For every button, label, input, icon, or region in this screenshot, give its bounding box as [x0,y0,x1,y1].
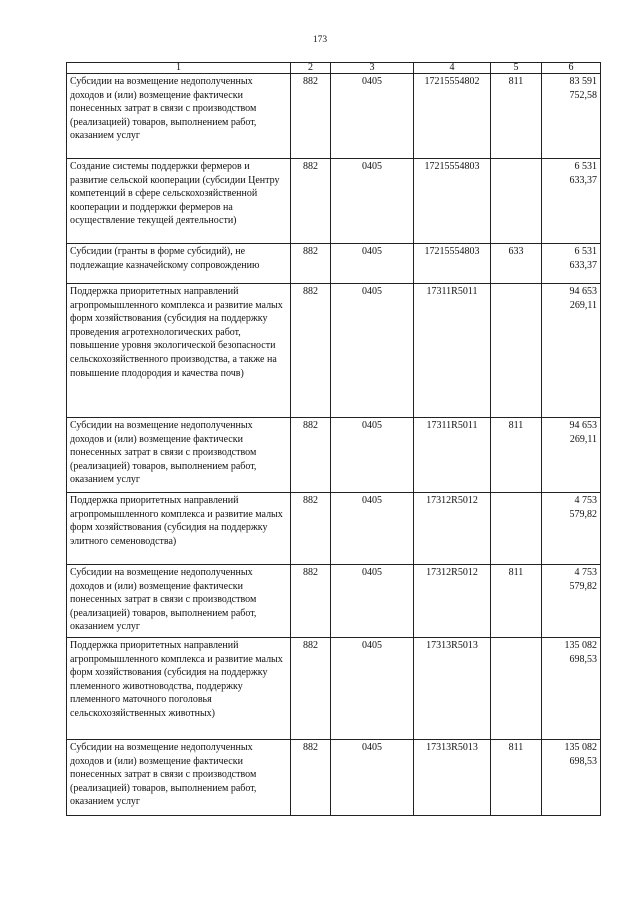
row-col-3: 0405 [331,418,414,493]
row-col-3: 0405 [331,244,414,284]
header-col-2: 2 [291,63,331,74]
row-col-4: 17311R5011 [414,418,491,493]
row-col-4: 17312R5012 [414,493,491,565]
row-col-2: 882 [291,638,331,740]
table-row [67,159,601,244]
page-number: 173 [312,35,328,45]
row-col-2: 882 [291,740,331,816]
row-col-4: 17215554803 [414,244,491,284]
row-col-3: 0405 [331,159,414,244]
row-col-6: 6 531 633,37 [542,244,601,284]
row-name: Поддержка приоритетных направлений агропромышленного комплекса и развитие малых форм хозяйствования (субсидия на поддержку племенного животноводства, поддержку племенного маточного поголовья сельскохозяйственных животных) [67,638,291,740]
row-col-4: 17312R5012 [414,565,491,638]
row-name: Создание системы поддержки фермеров и развитие сельской кооперации (субсидии Центру компетенций в сфере сельскохозяйственной кооперации и поддержки фермеров на осуществление текущей деятельности) [67,159,291,244]
row-col-6: 83 591 752,58 [542,74,601,159]
header-col-1: 1 [67,63,291,74]
row-col-6: 6 531 633,37 [542,159,601,244]
row-col-5: 811 [491,418,542,493]
row-col-4: 17313R5013 [414,740,491,816]
row-col-5: 811 [491,74,542,159]
row-col-2: 882 [291,74,331,159]
row-col-2: 882 [291,244,331,284]
table-row [67,565,601,638]
row-name: Субсидии на возмещение недополученных доходов и (или) возмещение фактически понесенных затрат в связи с производством (реализацией) товаров, выполнением работ, оказанием услуг [67,740,291,816]
table-row [67,74,601,159]
row-col-5: 633 [491,244,542,284]
header-col-4: 4 [414,63,491,74]
budget-table [66,62,601,816]
table-row [67,740,601,816]
row-name: Субсидии (гранты в форме субсидий), не подлежащие казначейскому сопровождению [67,244,291,284]
row-col-2: 882 [291,565,331,638]
row-col-6: 94 653 269,11 [542,284,601,418]
row-col-6: 135 082 698,53 [542,740,601,816]
row-col-2: 882 [291,284,331,418]
table-row [67,284,601,418]
row-col-6: 4 753 579,82 [542,493,601,565]
row-col-6: 135 082 698,53 [542,638,601,740]
row-col-5 [491,159,542,244]
table-row [67,244,601,284]
row-name: Субсидии на возмещение недополученных доходов и (или) возмещение фактически понесенных затрат в связи с производством (реализацией) товаров, выполнением работ, оказанием услуг [67,565,291,638]
row-col-4: 17311R5011 [414,284,491,418]
table-row [67,493,601,565]
row-name: Субсидии на возмещение недополученных доходов и (или) возмещение фактически понесенных затрат в связи с производством (реализацией) товаров, выполнением работ, оказанием услуг [67,418,291,493]
row-col-3: 0405 [331,284,414,418]
row-col-5 [491,493,542,565]
row-col-6: 4 753 579,82 [542,565,601,638]
row-col-2: 882 [291,493,331,565]
row-col-5 [491,284,542,418]
row-name: Поддержка приоритетных направлений агропромышленного комплекса и развитие малых форм хозяйствования (субсидия на поддержку проведения агротехнологических работ, повышение уровня экологической безопасности сельскохозяйственного производства, а также на повышение плодородия и качества почв) [67,284,291,418]
table-row [67,638,601,740]
row-col-3: 0405 [331,638,414,740]
header-col-3: 3 [331,63,414,74]
row-name: Поддержка приоритетных направлений агропромышленного комплекса и развитие малых форм хозяйствования (субсидия на поддержку элитного семеноводства) [67,493,291,565]
row-col-5: 811 [491,740,542,816]
row-col-5 [491,638,542,740]
header-row [67,63,601,74]
row-col-2: 882 [291,418,331,493]
row-col-3: 0405 [331,493,414,565]
row-col-5: 811 [491,565,542,638]
row-col-2: 882 [291,159,331,244]
row-col-6: 94 653 269,11 [542,418,601,493]
header-col-5: 5 [491,63,542,74]
row-name: Субсидии на возмещение недополученных доходов и (или) возмещение фактически понесенных затрат в связи с производством (реализацией) товаров, выполнением работ, оказанием услуг [67,74,291,159]
row-col-4: 17215554803 [414,159,491,244]
row-col-4: 17215554802 [414,74,491,159]
row-col-3: 0405 [331,565,414,638]
table-row [67,418,601,493]
row-col-4: 17313R5013 [414,638,491,740]
row-col-3: 0405 [331,740,414,816]
header-col-6: 6 [542,63,601,74]
row-col-3: 0405 [331,74,414,159]
